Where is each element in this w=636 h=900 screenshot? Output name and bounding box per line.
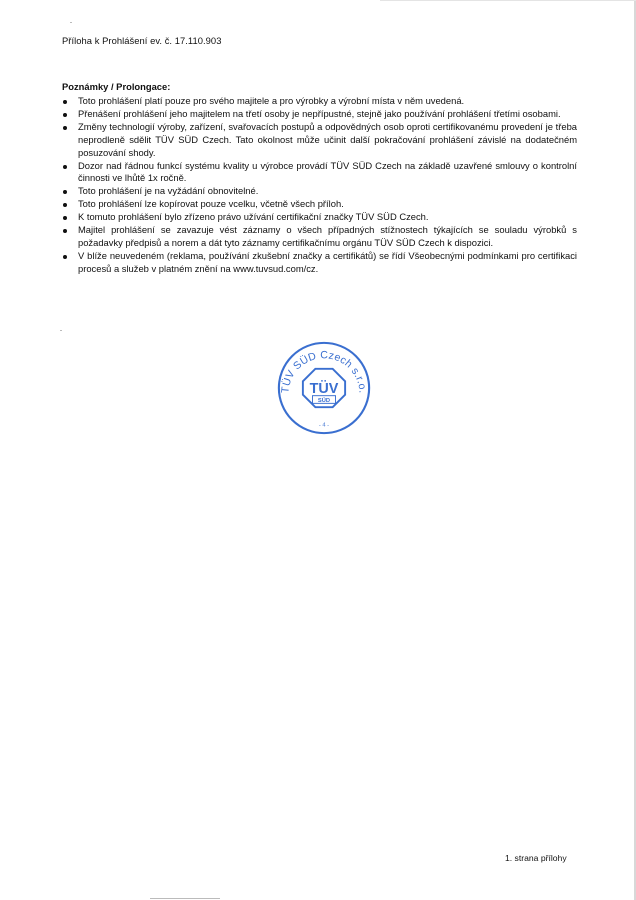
note-item — [62, 95, 577, 108]
document-reference: Příloha k Prohlášení ev. č. 17.110.903 — [62, 35, 222, 46]
certification-stamp — [276, 340, 372, 436]
scan-speck — [70, 22, 72, 23]
stamp-graphics — [279, 343, 369, 433]
stamp-ring-textpath: TÜV SÜD Czech s.r.o. — [279, 349, 369, 394]
note-item — [62, 160, 577, 186]
page-footer-label: 1. strana přílohy — [505, 853, 567, 863]
stamp-logo-subtext: SÜD — [317, 397, 331, 404]
bullet-icon — [63, 100, 67, 104]
scan-speck — [150, 898, 220, 899]
stamp-logo-text: TÜV — [309, 380, 339, 397]
notes-section — [62, 81, 577, 276]
stamp-number: - 4 - — [318, 422, 330, 429]
notes-heading: Poznámky / Prolongace: — [62, 81, 171, 92]
note-item — [62, 185, 577, 198]
bullet-icon — [63, 216, 67, 220]
bullet-icon — [63, 203, 67, 207]
note-text: K tomuto prohlášení bylo zřízeno právo užívání certifikační značky TÜV SÜD Czech. — [78, 211, 429, 223]
note-text: Dozor nad řádnou funkcí systému kvality u výrobce provádí TÜV SÜD Czech na základě uzavřené smlouvy o kontrolní činnosti ve lhůtě 1x ročně. — [78, 159, 577, 184]
bullet-icon — [63, 113, 67, 117]
note-item — [62, 224, 577, 250]
bullet-icon — [63, 165, 67, 169]
note-text: Majitel prohlášení se zavazuje vést záznamy o všech případných stížnostech týkajících se souladu výrobků s požadavky předpisů a norem a dát tyto záznamy certifikačnímu orgánu TÜV SÜD Czech k dispozici. — [78, 224, 577, 248]
note-item — [62, 121, 577, 160]
note-text: Toto prohlášení platí pouze pro svého majitele a pro výrobky a výrobní místa v něm uvedená. — [78, 95, 465, 106]
note-item — [62, 108, 577, 121]
note-text: Toto prohlášení je na vyžádání obnovitelné. — [78, 185, 259, 197]
note-text: Přenášení prohlášení jeho majitelem na třetí osoby je nepřípustné, stejně jako používání prohlášení třetími osobami. — [78, 107, 561, 119]
note-text: Změny technologií výroby, zařízení, svařovacích postupů a odpovědných osob oproti certifikovanému provedení je třeba neprodleně sdělit TÜV SÜD Czech. Tato okolnost může učinit další pokračování prohlášení závislé na dodatečném posuzování shody. — [78, 120, 577, 158]
bullet-icon — [63, 255, 67, 259]
scan-edge-top — [380, 0, 636, 1]
bullet-icon — [63, 190, 67, 194]
bullet-icon — [63, 126, 67, 130]
note-item — [62, 198, 577, 211]
note-text: Toto prohlášení lze kopírovat pouze vcelku, včetně všech příloh. — [78, 198, 344, 210]
scan-speck — [60, 330, 62, 331]
notes-list — [62, 95, 577, 276]
bullet-icon — [63, 229, 67, 233]
note-item — [62, 250, 577, 276]
note-text: V blíže neuvedeném (reklama, používání zkušební značky a certifikátů) se řídí Všeobecnými podmínkami pro certifikaci procesů a služeb v platném znění na www.tuvsud.com/cz. — [78, 249, 577, 274]
note-item — [62, 211, 577, 224]
